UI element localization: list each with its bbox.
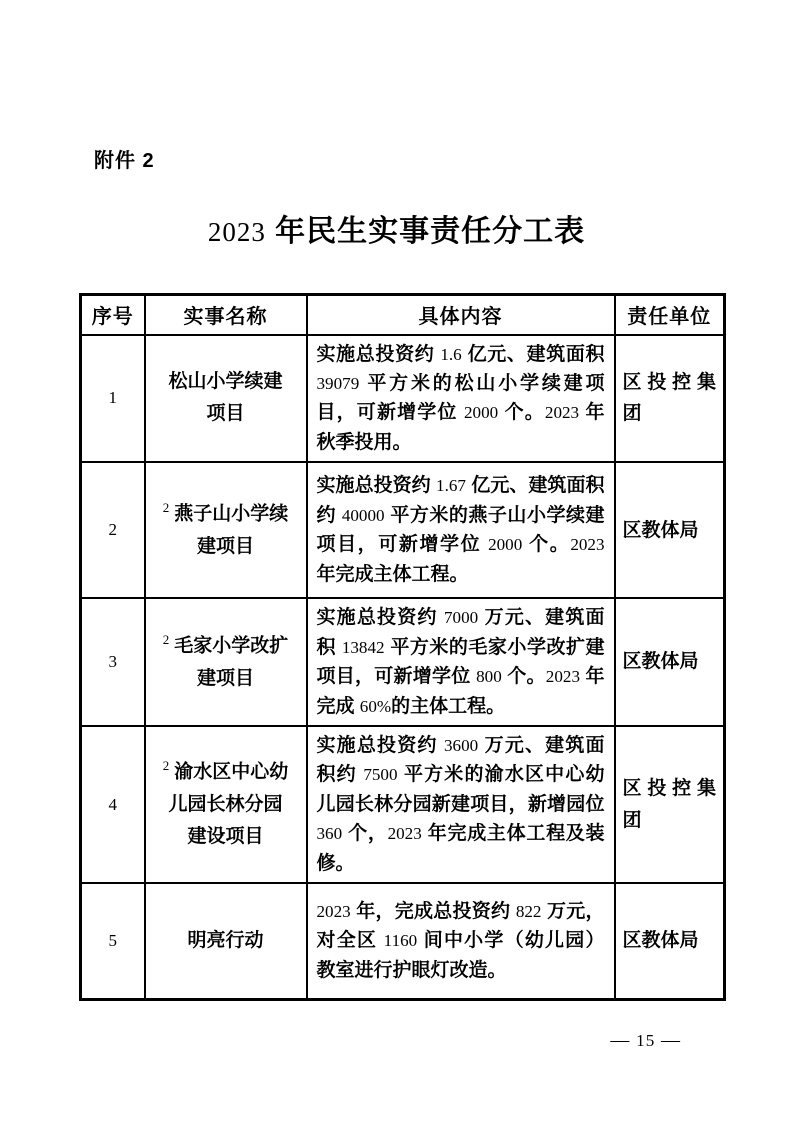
row-project-name — [145, 462, 307, 598]
table-row — [81, 335, 725, 463]
row-name-text: 松山小学续建项目 — [168, 371, 283, 425]
table-row — [81, 726, 725, 883]
row-project-name — [145, 883, 307, 999]
row-serial-number: 2 — [81, 462, 145, 598]
page-number: — 15 — — [610, 1030, 681, 1051]
header-specific-content: 具体内容 — [307, 295, 615, 335]
table-body — [81, 335, 725, 1000]
row-name-superscript: 2 — [162, 632, 170, 648]
row-project-name — [145, 726, 307, 883]
row-content: 2023 年，完成总投资约 822 万元，对全区 1160 间中小学（幼儿园）教室进行护眼灯改造。 — [307, 883, 615, 999]
row-serial-number: 1 — [81, 335, 145, 463]
table-row — [81, 883, 725, 999]
row-name-text: 毛家小学改扩建项目 — [174, 635, 289, 689]
header-serial-number: 序号 — [81, 295, 145, 335]
responsibility-table — [79, 293, 726, 1001]
page-title: 2023 年民生实事责任分工表 — [207, 215, 586, 248]
row-serial-number: 4 — [81, 726, 145, 883]
row-unit: 区投控集团 — [615, 335, 725, 463]
row-project-name — [145, 335, 307, 463]
row-name-text: 渝水区中心幼儿园长林分园建设项目 — [168, 761, 289, 848]
row-project-name — [145, 598, 307, 726]
table-header-row — [81, 295, 725, 335]
table-header — [81, 295, 725, 335]
header-project-name: 实事名称 — [145, 295, 307, 335]
row-content: 实施总投资约 1.67 亿元、建筑面积约 40000 平方米的燕子山小学续建项目，可新增学位 2000 个。2023 年完成主体工程。 — [307, 462, 615, 598]
row-unit: 区教体局 — [615, 598, 725, 726]
table-row — [81, 462, 725, 598]
row-unit: 区投控集团 — [615, 726, 725, 883]
row-content: 实施总投资约 1.6 亿元、建筑面积 39079 平方米的松山小学续建项目，可新增学位 2000 个。2023 年秋季投用。 — [307, 335, 615, 463]
header-responsible-unit: 责任单位 — [615, 295, 725, 335]
row-content: 实施总投资约 7000 万元、建筑面积 13842 平方米的毛家小学改扩建项目，可新增学位 800 个。2023 年完成 60%的主体工程。 — [307, 598, 615, 726]
row-content: 实施总投资约 3600 万元、建筑面积约 7500 平方米的渝水区中心幼儿园长林分园新建项目，新增园位 360 个，2023 年完成主体工程及装修。 — [307, 726, 615, 883]
row-unit: 区教体局 — [615, 462, 725, 598]
row-serial-number: 3 — [81, 598, 145, 726]
row-name-text: 明亮行动 — [187, 929, 264, 951]
table-row — [81, 598, 725, 726]
row-name-text: 燕子山小学续建项目 — [174, 503, 289, 557]
row-unit: 区教体局 — [615, 883, 725, 999]
attachment-label: 附件 2 — [94, 150, 155, 172]
row-serial-number: 5 — [81, 883, 145, 999]
row-name-superscript: 2 — [162, 758, 170, 774]
row-name-superscript: 2 — [162, 500, 170, 516]
